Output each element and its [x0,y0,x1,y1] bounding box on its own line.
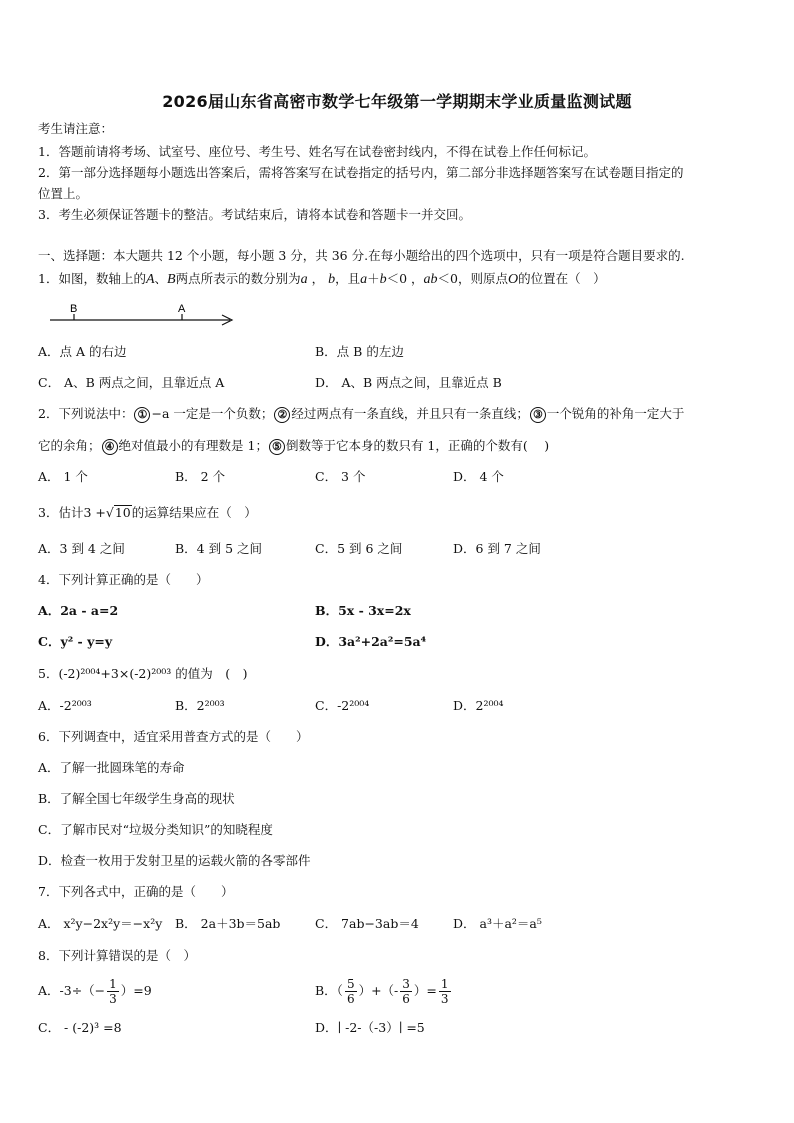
page-title: 2026届山东省高密市数学七年级第一学期期末学业质量监测试题 [162,92,632,111]
q8-option-b: B．（ $\frac{5}{6}$ ）+（- $\frac{3}{6}$ ）= $\frac{1}{3}$ [315,977,449,1006]
q1-option-c: C． A、B 两点之间，且靠近点 A [38,375,225,390]
q1-stem: 1．如图，数轴上的A、B两点所表示的数分别为a ， b，且a＋b＜0 ，ab＜0，则原点O的位置在（ ） [38,271,606,287]
q2-option-a: A． 1 个 [38,469,88,484]
q5-option-d: D．2²⁰⁰⁴ [453,698,504,713]
q6-option-a: A．了解一批圆珠笔的寿命 [38,760,185,775]
q3-option-c: C．5 到 6 之间 [315,541,403,556]
q8-stem: 8．下列计算错误的是（ ） [38,948,196,963]
q1-option-b: B．点 B 的左边 [315,344,404,359]
number-line-figure [48,300,238,332]
q7-stem: 7．下列各式中，正确的是（ ） [38,884,234,899]
note-2-continued: 位置上。 [38,186,89,201]
q6-stem: 6．下列调查中，适宜采用普查方式的是（ ） [38,729,309,744]
q6-option-b: B．了解全国七年级学生身高的现状 [38,791,235,806]
q1-option-d: D． A、B 两点之间，且靠近点 B [315,375,502,390]
q5-option-a: A．-2²⁰⁰³ [38,698,92,713]
q7-option-c: C． 7ab−3ab＝4 [315,916,419,931]
q6-option-d: D．检查一枚用于发射卫星的运载火箭的各零部件 [38,853,311,868]
q5-option-b: B．2²⁰⁰³ [175,698,225,713]
q7-option-d: D． a³＋a²＝a⁵ [453,916,542,931]
q5-stem: 5．(-2)²⁰⁰⁴+3×(-2)²⁰⁰³ 的值为 ( ) [38,666,248,681]
q2-option-d: D． 4 个 [453,469,504,484]
notes-heading: 考生请注意： [38,121,114,136]
q2-option-b: B． 2 个 [175,469,226,484]
q2-option-c: C． 3 个 [315,469,366,484]
q5-option-c: C．-2²⁰⁰⁴ [315,698,370,713]
q3-option-a: A．3 到 4 之间 [38,541,125,556]
q4-stem: 4．下列计算正确的是（ ） [38,572,209,587]
q8-option-d: D．∣ -2-（-3）∣ =5 [315,1020,425,1035]
q3-option-b: B．4 到 5 之间 [175,541,263,556]
q3-stem: 3．估计3 +√10的运算结果应在（ ） [38,505,257,520]
q4-option-d: D．3a²+2a²=5a⁴ [315,634,427,649]
q2-stem-line1: 2．下列说法中： ① −a 一定是一个负数； ② 经过两点有一条直线，并且只有一条直线； ③ 一个锐角的补角一定大于 [38,406,685,421]
note-2: 2．第一部分选择题每小题选出答案后，需将答案写在试卷指定的括号内，第二部分非选择题答案写在试卷题目指定的 [38,165,684,180]
q4-option-b: B．5x - 3x=2x [315,603,411,618]
section-heading: 一、选择题：本大题共 12 个小题，每小题 3 分，共 36 分.在每小题给出的四个选项中，只有一项是符合题目要求的. [38,248,685,263]
q6-option-c: C．了解市民对“垃圾分类知识”的知晓程度 [38,822,273,837]
q1-option-a: A．点 A 的右边 [38,344,127,359]
note-1: 1．答题前请将考场、试室号、座位号、考生号、姓名写在试卷密封线内，不得在试卷上作任何标记。 [38,144,596,159]
q7-option-b: B． 2a＋3b＝5ab [175,916,281,931]
q4-option-a: A．2a - a=2 [38,603,119,618]
note-3: 3．考生必须保证答题卡的整洁。考试结束后，请将本试卷和答题卡一并交回。 [38,207,471,222]
q8-option-a: A．-3÷（− $\frac{1}{3}$ ）=9 [38,977,152,1006]
q4-option-c: C．y² - y=y [38,634,113,649]
q3-option-d: D．6 到 7 之间 [453,541,541,556]
point-b-label: B [70,303,78,315]
point-a-label: A [178,303,186,315]
q7-option-a: A． x²y−2x²y＝−x²y [38,916,163,931]
q8-option-c: C． - (-2)³ =8 [38,1020,122,1035]
q2-stem-line2: 它的余角； ④ 绝对值最小的有理数是 1； ⑤ 倒数等于它本身的数只有 1，正确的个数有( ) [38,438,550,453]
